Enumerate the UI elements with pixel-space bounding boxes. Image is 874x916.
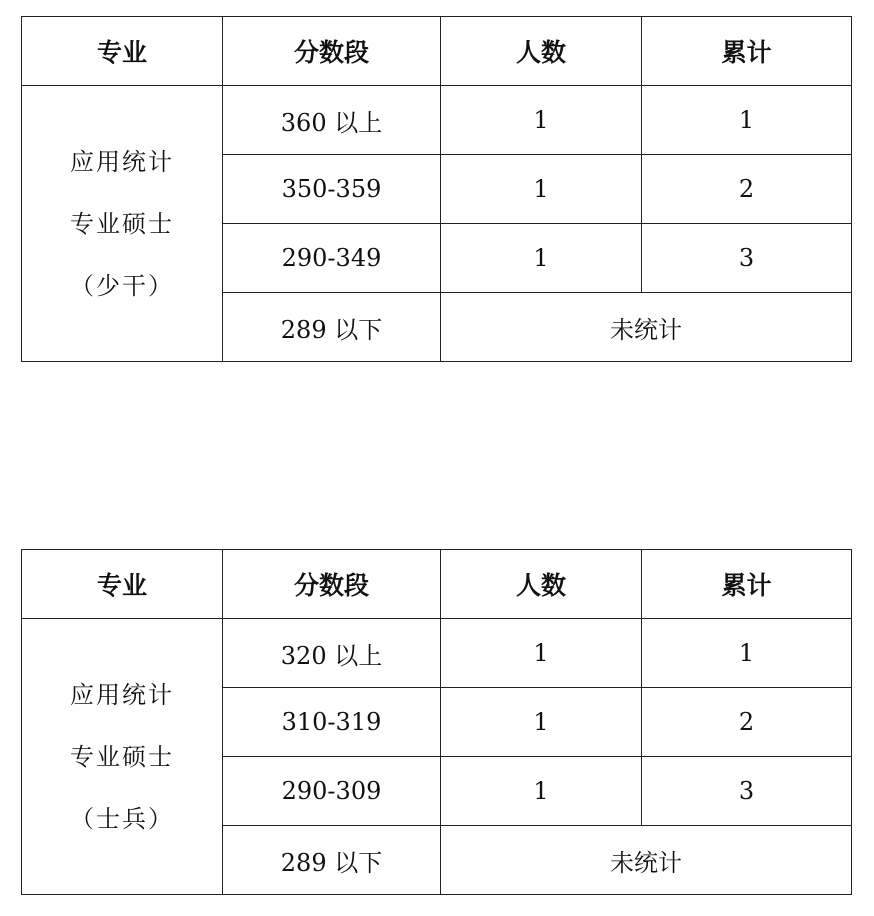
header-major: 专业	[22, 550, 223, 619]
score-range-cell: 290-309	[223, 757, 441, 826]
score-range-cell: 289 以下	[223, 826, 441, 895]
major-line: 应用统计	[70, 147, 174, 176]
score-range-cell: 289 以下	[223, 293, 441, 362]
major-line: （士兵）	[70, 804, 174, 833]
major-line: 专业硕士	[70, 209, 174, 238]
major-cell	[22, 86, 223, 362]
score-range-cell: 350-359	[223, 155, 441, 224]
major-line: 应用统计	[70, 680, 174, 709]
cumulative-cell: 2	[642, 155, 852, 224]
header-cumulative: 累计	[642, 550, 852, 619]
cumulative-cell: 3	[642, 757, 852, 826]
header-score-range: 分数段	[223, 550, 441, 619]
count-cell: 1	[441, 86, 642, 155]
header-score-range: 分数段	[223, 17, 441, 86]
count-cell: 1	[441, 224, 642, 293]
score-table-shaogan	[21, 16, 852, 362]
cumulative-cell: 3	[642, 224, 852, 293]
score-range-cell: 290-349	[223, 224, 441, 293]
count-cell: 1	[441, 155, 642, 224]
table-row	[22, 86, 852, 155]
cumulative-cell: 1	[642, 86, 852, 155]
header-count: 人数	[441, 550, 642, 619]
count-cell: 1	[441, 757, 642, 826]
table-header-row	[22, 550, 852, 619]
table-header-row	[22, 17, 852, 86]
count-cell: 1	[441, 619, 642, 688]
header-cumulative: 累计	[642, 17, 852, 86]
header-major: 专业	[22, 17, 223, 86]
count-cell: 1	[441, 688, 642, 757]
not-counted-cell: 未统计	[441, 293, 852, 362]
score-range-cell: 320 以上	[223, 619, 441, 688]
not-counted-cell: 未统计	[441, 826, 852, 895]
cumulative-cell: 2	[642, 688, 852, 757]
score-table-soldier	[21, 549, 852, 895]
score-range-cell: 360 以上	[223, 86, 441, 155]
major-cell	[22, 619, 223, 895]
score-range-cell: 310-319	[223, 688, 441, 757]
major-line: （少干）	[70, 271, 174, 300]
cumulative-cell: 1	[642, 619, 852, 688]
header-count: 人数	[441, 17, 642, 86]
table-row	[22, 619, 852, 688]
major-line: 专业硕士	[70, 742, 174, 771]
